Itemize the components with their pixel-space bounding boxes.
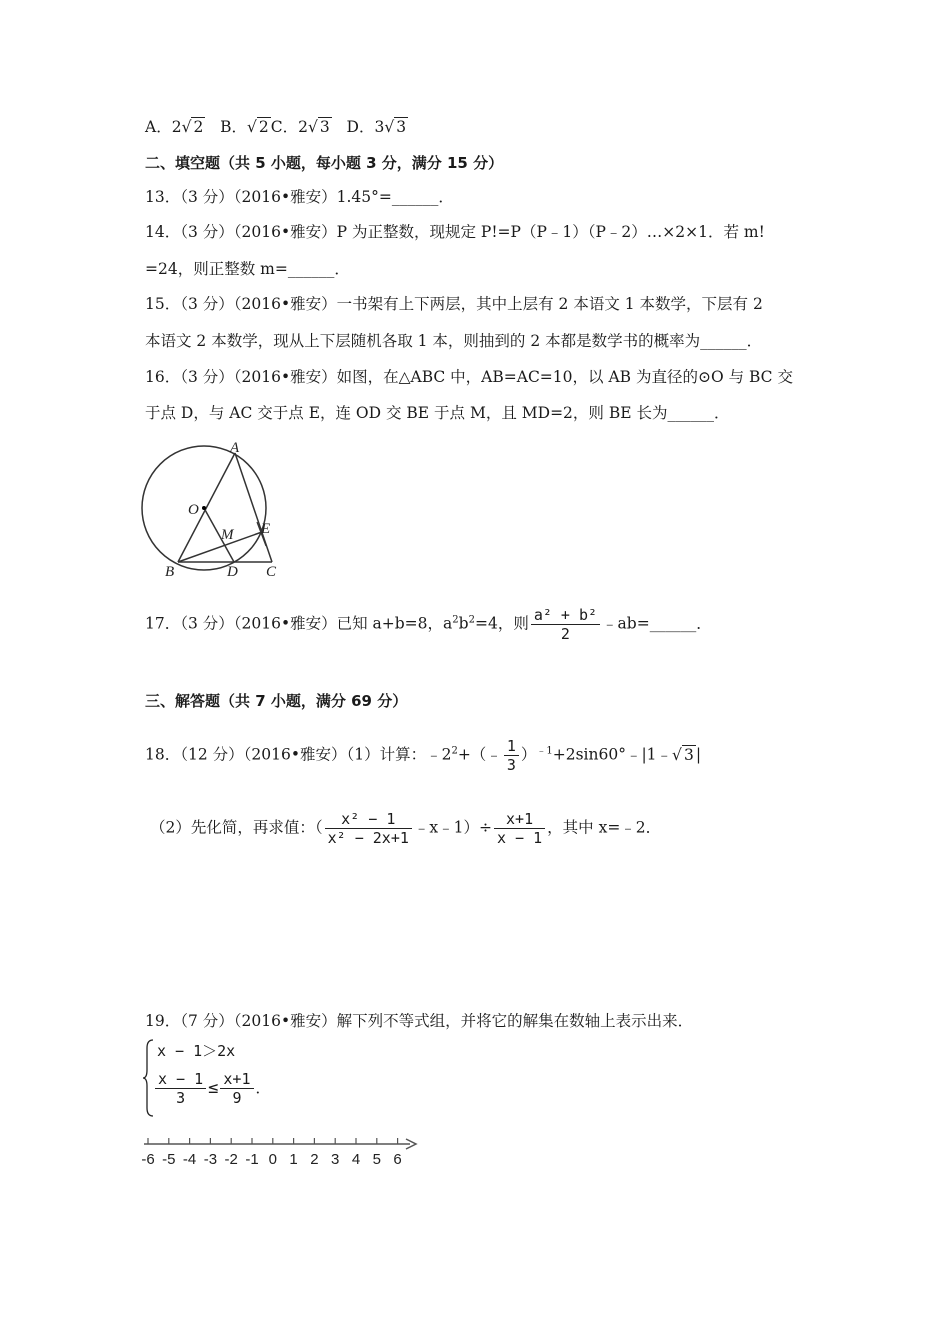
label-b: B [165, 564, 175, 580]
q12-options [145, 116, 408, 138]
label-a: A [230, 440, 240, 456]
option-b-sqrt: √ 2 [247, 118, 269, 136]
q17-fraction: $\frac{\text{a² + b²}}{2}$ [531, 606, 600, 643]
segment-ab [178, 453, 235, 562]
ineq2-frac-left: $\frac{x - 1}{3}$ [155, 1070, 206, 1107]
number-line-label: 5 [372, 1151, 381, 1168]
question-14-line1: 14．（3 分）（2016•雅安）P 为正整数，现规定 P!=P（P﹣1）（P﹣2）…×2×1．若 m! [145, 223, 765, 241]
ineq2-frac-right: $\frac{x+1}{9}$ [220, 1070, 253, 1107]
number-line-label: 2 [310, 1151, 319, 1168]
option-d-label: D．3 [346, 118, 385, 136]
q18-fraction-1: $\frac{\text{x² − 1}}{\text{x² − 2x+1}}$ [325, 810, 412, 847]
number-line-label: 3 [331, 1151, 340, 1168]
section2-heading: 二、填空题（共 5 小题，每小题 3 分，满分 15 分） [145, 154, 504, 172]
option-d-radicand: 3 [396, 118, 407, 136]
q18-fraction-2: $\frac{x+1}{x - 1}$ [494, 810, 545, 847]
question-15-line1: 15．（3 分）（2016•雅安）一书架有上下两层，其中上层有 2 本语文 1 本数学，下层有 2 [145, 295, 763, 313]
number-line-label: -1 [245, 1151, 259, 1168]
number-line-label: 4 [351, 1151, 361, 1168]
question-14-line2: =24，则正整数 m=______． [145, 260, 350, 278]
question-15-line2: 本语文 2 本数学，现从上下层随机各取 1 本，则抽到的 2 本都是数学书的概率为______． [145, 332, 763, 350]
label-e: E [261, 521, 271, 537]
q18-sqrt: √ 3 [672, 745, 694, 764]
label-d: D [227, 564, 238, 580]
number-line-label: 6 [393, 1151, 402, 1168]
label-c: C [266, 564, 277, 580]
number-line-label: 0 [268, 1151, 277, 1168]
option-a-radicand: 2 [193, 118, 204, 136]
option-c-radicand: 3 [319, 118, 330, 136]
question-19: 19．（7 分）（2016•雅安）解下列不等式组，并将它的解集在数轴上表示出来． [145, 1012, 694, 1030]
number-line-label: -6 [141, 1151, 155, 1168]
number-line-label: -3 [203, 1151, 218, 1168]
option-a-sqrt: √ 2 [181, 118, 204, 136]
option-b-label: B． [220, 118, 247, 136]
number-line-label: 1 [289, 1151, 298, 1168]
number-line-label: -4 [182, 1151, 197, 1168]
question-17: 17．（3 分）（2016•雅安）已知 a+b=8，$a^2b^2=4$，则 $\frac{\text{a² + b²}}{2}$ ﹣ab=______． [145, 606, 712, 643]
inequality-2: $\frac{x - 1}{3}$ ≤ $\frac{x+1}{9}$ ． [153, 1070, 271, 1107]
geometry-figure [138, 436, 288, 582]
option-c-sqrt: √ 3 [308, 118, 330, 136]
number-line [138, 1132, 428, 1172]
option-b-radicand: 2 [258, 118, 269, 136]
option-a-label: A．2 [145, 118, 182, 136]
inequality-system [143, 1038, 283, 1122]
question-16-line2: 于点 D，与 AC 交于点 E，连 OD 交 BE 于点 M，且 MD=2，则 BE 长为______． [145, 404, 730, 422]
section3-heading: 三、解答题（共 7 小题，满分 69 分） [145, 692, 408, 710]
option-c-label: C．2 [270, 118, 308, 136]
center-point [202, 506, 206, 510]
question-16-line1: 16．（3 分）（2016•雅安）如图，在△ABC 中，AB=AC=10，以 AB 为直径的⊙O 与 BC 交 [145, 368, 793, 386]
label-m: M [221, 527, 234, 543]
number-line-label: -5 [162, 1151, 176, 1168]
option-d-sqrt: √ 3 [384, 118, 407, 136]
label-o: O [188, 502, 199, 518]
number-line-label: -2 [224, 1151, 238, 1168]
question-13: 13．（3 分）（2016•雅安）1.45°=______． [145, 188, 454, 206]
q18-fraction-third: $\frac{1}{3}$ [504, 737, 519, 774]
question-18-part2: （2）先化简，再求值：（ $\frac{\text{x² − 1}}{\text{x² − 2x+1}}$ ﹣x﹣1）÷ $\frac{x+1}{x - 1}$ ，其中 x=﹣2． [150, 810, 662, 847]
question-18-part1: 18．（12 分）（2016•雅安）（1）计算：$﹣2^2+(﹣$ $\frac{1}{3}$ ）$^{﹣1}$+2sin60°﹣|1﹣√ 3 | [145, 737, 702, 774]
inequality-1: x − 1＞2x [157, 1042, 236, 1060]
